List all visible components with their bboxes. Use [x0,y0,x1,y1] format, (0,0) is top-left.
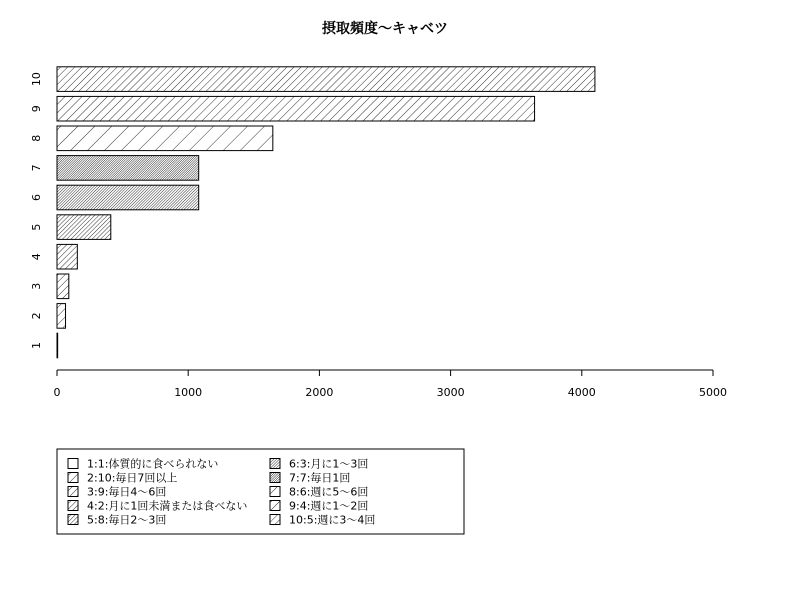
x-tick-label-3000: 3000 [436,386,465,399]
x-tick-label-1000: 1000 [174,386,203,399]
legend-label-1: 1:1:体質的に食べられない [87,457,219,471]
bar-2 [57,304,66,329]
bar-6 [57,185,199,210]
legend-label-5: 5:8:毎日2〜3回 [87,513,167,527]
legend-label-8: 8:6:週に5〜6回 [289,485,369,499]
x-tick-label-2000: 2000 [305,386,334,399]
legend-key-1 [68,459,78,469]
x-axis [54,370,728,399]
legend-key-6 [270,459,280,469]
legend-label-9: 9:4:週に1〜2回 [289,499,369,513]
legend-label-7: 7:7:毎日1回 [289,471,351,485]
legend-label-6: 6:3:月に1〜3回 [289,457,369,471]
legend-key-5 [68,515,78,525]
y-tick-label-1: 1 [30,342,43,349]
bar-7 [57,156,199,181]
bar-1 [57,333,58,358]
y-tick-label-8: 8 [30,134,43,142]
legend-key-8 [270,487,280,497]
legend-label-10: 10:5:週に3〜4回 [289,513,376,527]
y-tick-label-5: 5 [30,223,43,231]
bar-9 [57,96,535,121]
legend-key-2 [68,473,78,483]
legend-key-9 [270,501,280,511]
legend-key-3 [68,487,78,497]
y-tick-label-3: 3 [30,282,43,290]
y-tick-label-2: 2 [30,312,43,320]
y-tick-label-7: 7 [30,164,43,172]
legend-label-3: 3:9:毎日4〜6回 [87,485,167,499]
x-tick-label-0: 0 [53,386,61,399]
x-tick-label-4000: 4000 [567,386,596,399]
bar-4 [57,244,77,269]
legend [57,449,464,534]
legend-key-7 [270,473,280,483]
bar-10 [57,67,595,92]
bar-5 [57,215,111,240]
y-tick-label-6: 6 [30,194,43,201]
y-tick-label-9: 9 [30,105,43,113]
y-tick-label-4: 4 [30,253,43,261]
y-axis-labels [30,72,43,349]
bar-3 [57,274,69,299]
legend-label-2: 2:10:毎日7回以上 [87,471,178,485]
y-tick-label-10: 10 [30,72,43,87]
legend-label-4: 4:2:月に1回未満または食べない [87,499,248,513]
legend-key-4 [68,501,78,511]
chart-title: 摂取頻度〜キャベツ [322,21,448,37]
x-tick-label-5000: 5000 [699,386,727,399]
bar-8 [57,126,273,151]
legend-key-10 [270,515,280,525]
bars-group [57,67,595,358]
